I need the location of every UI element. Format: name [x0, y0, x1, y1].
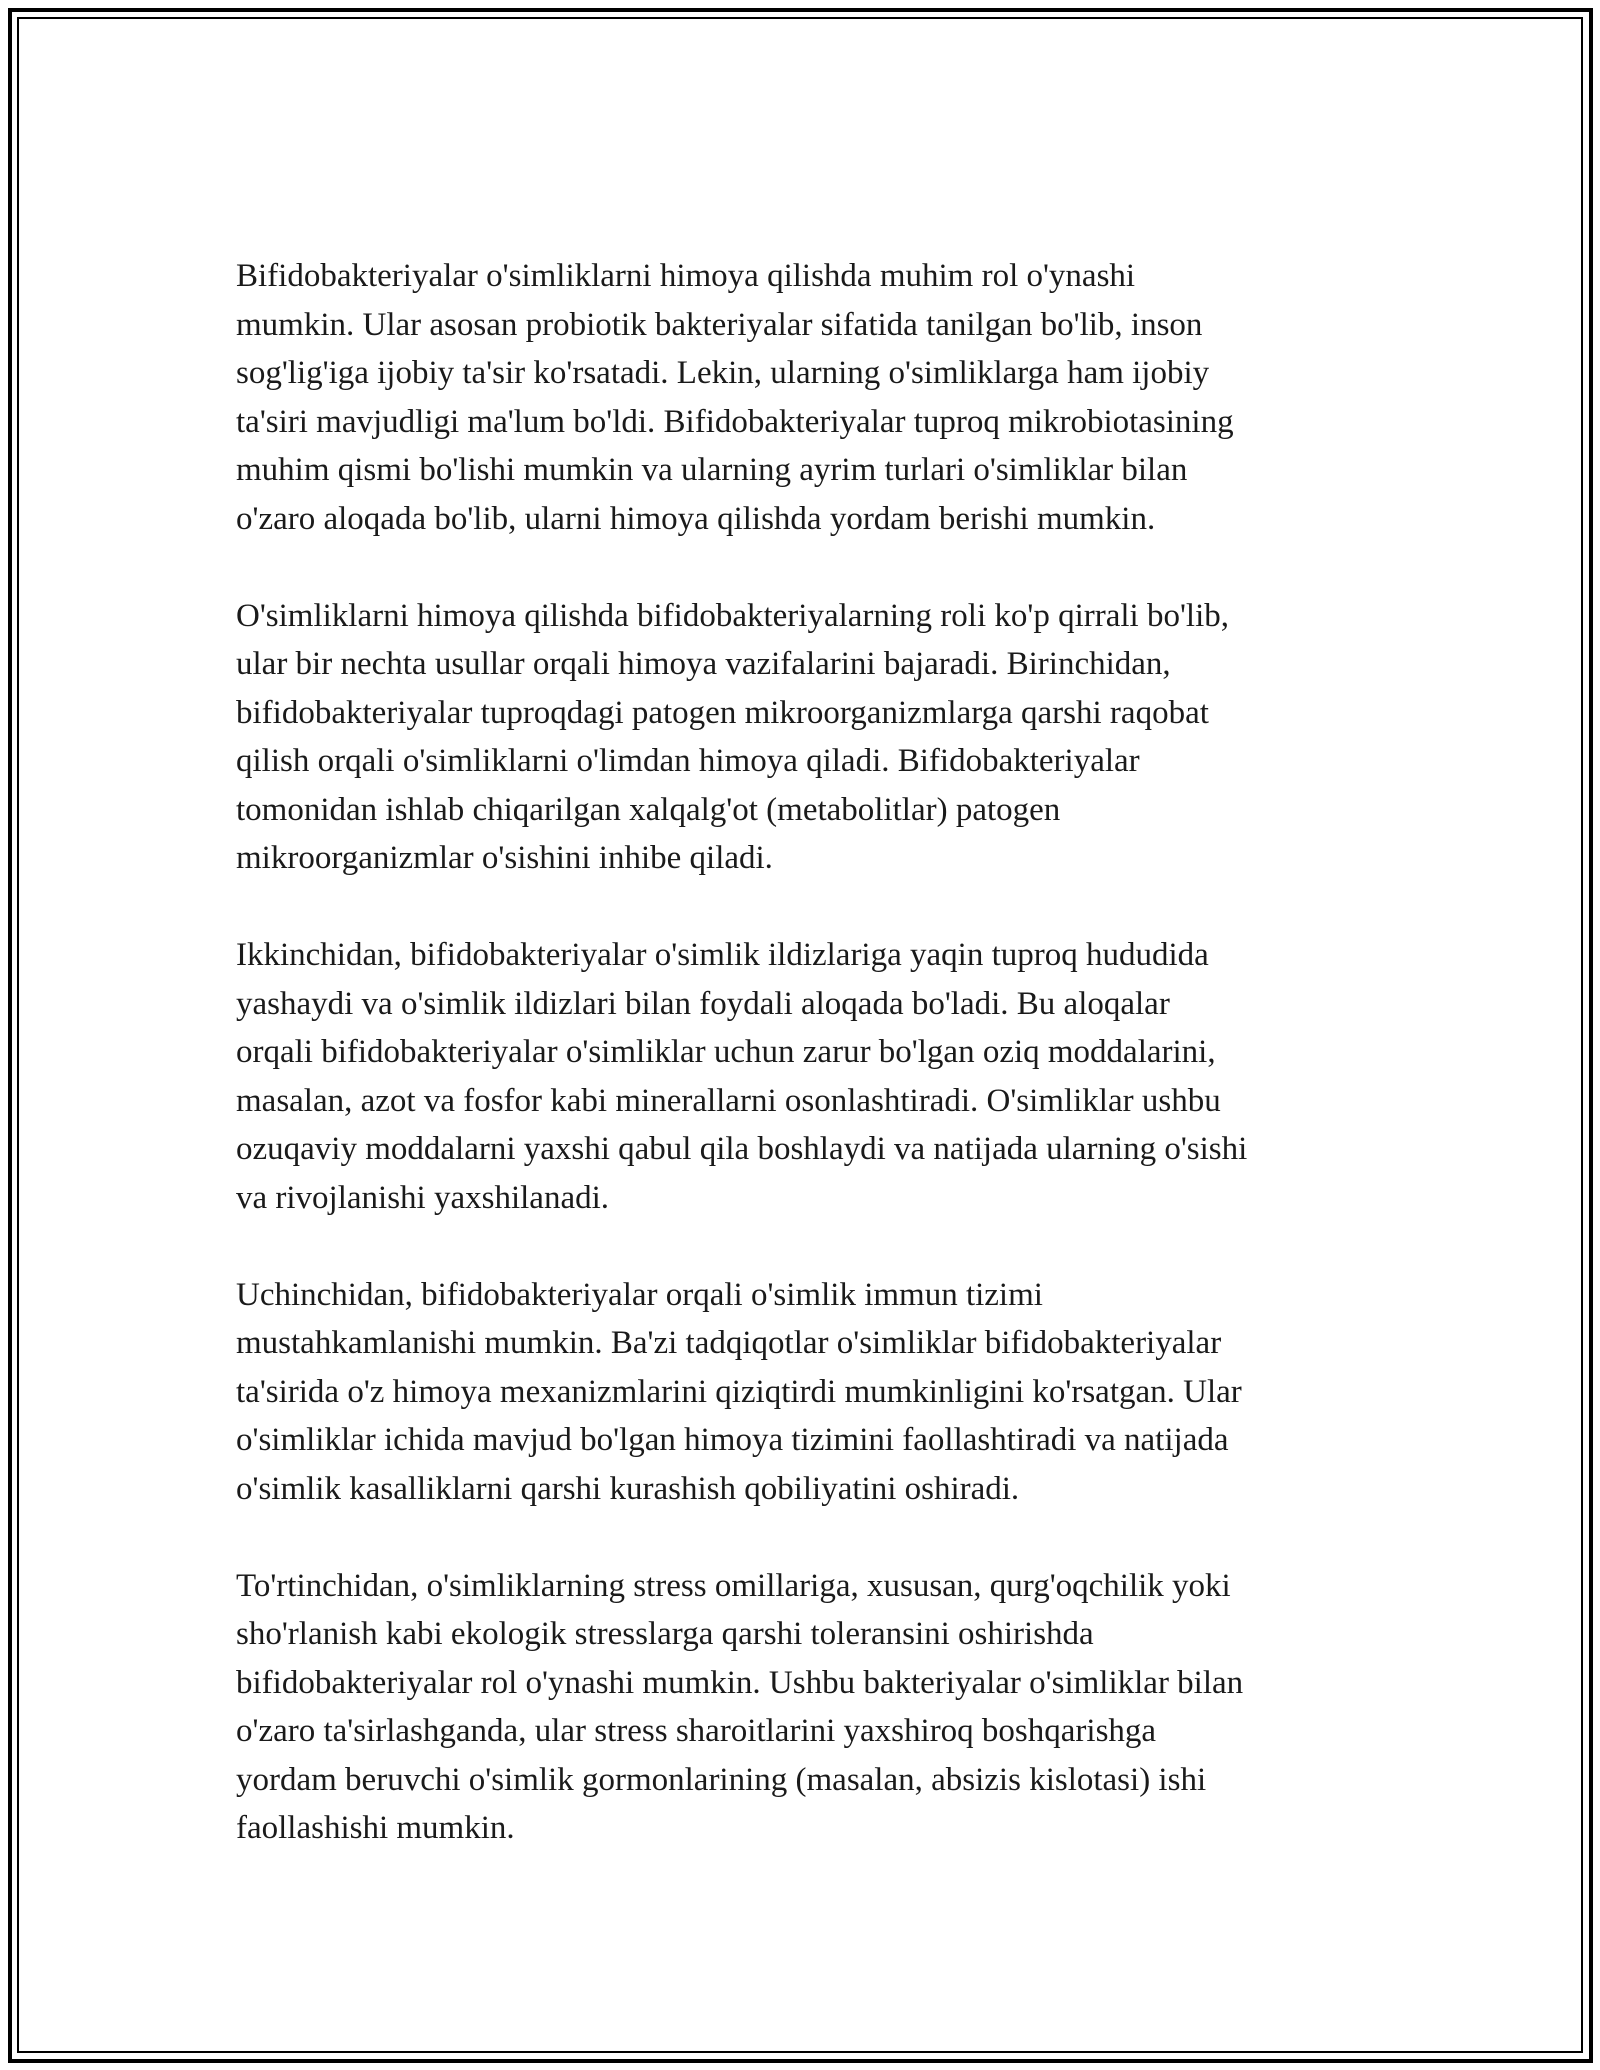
text-line: o'simliklar ichida mavjud bo'lgan himoya tizimini faollashtiradi va natijada — [236, 1422, 1229, 1458]
text-line: mustahkamlanishi mumkin. Ba'zi tadqiqotlar o'simliklar bifidobakteriyalar — [236, 1325, 1222, 1361]
text-line: bifidobakteriyalar tuproqdagi patogen mikroorganizmlarga qarshi raqobat — [236, 694, 1209, 731]
text-line: ozuqaviy moddalarni yaxshi qabul qila boshlaydi va natijada ularning o'sishi — [236, 1131, 1248, 1167]
paragraph-5 — [236, 1562, 1376, 1853]
paragraph-2 — [236, 592, 1376, 883]
paragraph-1 — [236, 252, 1376, 543]
document-body — [236, 252, 1376, 1901]
text-line: o'zaro aloqada bo'lib, ularni himoya qilishda yordam berishi mumkin. — [236, 500, 1156, 537]
text-line: o'simlik kasalliklarni qarshi kurashish qobiliyatini oshiradi. — [236, 1470, 1020, 1507]
text-line: bifidobakteriyalar rol o'ynashi mumkin. Ushbu bakteriyalar o'simliklar bilan — [236, 1664, 1244, 1701]
text-line: sog'lig'iga ijobiy ta'sir ko'rsatadi. Lekin, ularning o'simliklarga ham ijobiy — [236, 355, 1210, 391]
text-line: tomonidan ishlab chiqarilgan xalqalg'ot (metabolitlar) patogen — [236, 791, 1061, 828]
text-line: yordam beruvchi o'simlik gormonlarining (masalan, absizis kislotasi) ishi — [236, 1761, 1207, 1798]
text-line: masalan, azot va fosfor kabi minerallarni osonlashtiradi. O'simliklar ushbu — [236, 1082, 1221, 1119]
text-line: mumkin. Ular asosan probiotik bakteriyalar sifatida tanilgan bo'lib, inson — [236, 306, 1203, 343]
text-line: o'zaro ta'sirlashganda, ular stress sharoitlarini yaxshiroq boshqarishga — [236, 1713, 1157, 1749]
text-line: mikroorganizmlar o'sishini inhibe qiladi. — [236, 840, 773, 876]
paragraph-4 — [236, 1271, 1376, 1514]
text-line: yashaydi va o'simlik ildizlari bilan foydali aloqada bo'ladi. Bu aloqalar — [236, 985, 1170, 1022]
text-line: va rivojlanishi yaxshilanadi. — [236, 1179, 610, 1216]
text-line: ta'siri mavjudligi ma'lum bo'ldi. Bifidobakteriyalar tuproq mikrobiotasining — [236, 403, 1234, 440]
text-line: Ikkinchidan, bifidobakteriyalar o'simlik ildizlariga yaqin tuproq hududida — [236, 937, 1209, 973]
text-line: Uchinchidan, bifidobakteriyalar orqali o'simlik immun tizimi — [236, 1276, 1043, 1313]
text-line: faollashishi mumkin. — [236, 1810, 515, 1846]
paragraph-3 — [236, 931, 1376, 1222]
text-line: sho'rlanish kabi ekologik stresslarga qarshi toleransini oshirishda — [236, 1616, 1094, 1652]
text-line: ular bir nechta usullar orqali himoya vazifalarini bajaradi. Birinchidan, — [236, 646, 1171, 682]
text-line: qilish orqali o'simliklarni o'limdan himoya qiladi. Bifidobakteriyalar — [236, 743, 1140, 779]
text-line: To'rtinchidan, o'simliklarning stress omillariga, xususan, qurg'oqchilik yoki — [236, 1567, 1231, 1604]
text-line: Bifidobakteriyalar o'simliklarni himoya qilishda muhim rol o'ynashi — [236, 258, 1136, 294]
text-line: muhim qismi bo'lishi mumkin va ularning ayrim turlari o'simliklar bilan — [236, 452, 1188, 488]
text-line: orqali bifidobakteriyalar o'simliklar uchun zarur bo'lgan oziq moddalarini, — [236, 1034, 1216, 1070]
text-line: ta'sirida o'z himoya mexanizmlarini qiziqtirdi mumkinligini ko'rsatgan. Ular — [236, 1373, 1242, 1410]
text-line: O'simliklarni himoya qilishda bifidobakteriyalarning roli ko'p qirrali bo'lib, — [236, 597, 1229, 634]
